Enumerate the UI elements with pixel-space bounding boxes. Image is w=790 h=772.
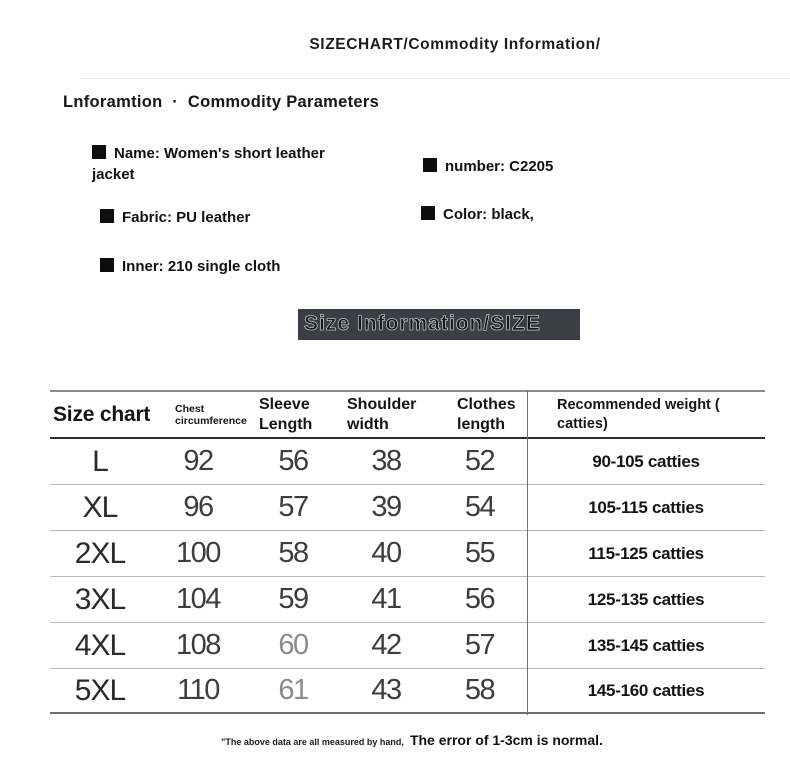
table-row-XL [50, 485, 765, 531]
clothes-cell: 56 [464, 583, 495, 615]
clothes-cell: 55 [464, 537, 495, 569]
param-label: Fabric: PU leather [122, 209, 251, 226]
weight-cell: 135-145 catties [587, 635, 705, 655]
param-item-name [92, 143, 362, 185]
sleeve-cell: 57 [278, 491, 308, 523]
sleeve-cell: 58 [278, 537, 308, 569]
param-item-color [421, 204, 534, 225]
shoulder-cell: 42 [371, 629, 401, 661]
chest-cell: 108 [176, 629, 220, 661]
sleeve-cell: 59 [278, 583, 308, 615]
bullet-square-icon [100, 258, 114, 272]
chest-cell: 104 [176, 583, 220, 615]
table-header-row [50, 392, 765, 437]
clothes-cell: 54 [464, 491, 495, 523]
size-cell: 3XL [74, 582, 126, 616]
size-cell: 5XL [74, 673, 126, 707]
param-item-fabric [100, 207, 250, 228]
chest-cell: 100 [176, 537, 220, 569]
sleeve-cell: 61 [278, 674, 308, 706]
footnote-small-text: "The above data are all measured by hand, [221, 737, 404, 747]
table-row-2XL [50, 531, 765, 577]
shoulder-cell: 43 [371, 674, 401, 706]
weight-cell: 115-125 catties [588, 543, 704, 563]
shoulder-cell: 39 [371, 491, 401, 523]
section-heading: Lnforamtion · Commodity Parameters [63, 93, 380, 111]
clothes-cell: 52 [464, 445, 495, 477]
size-table [50, 390, 765, 715]
shoulder-cell: 41 [371, 583, 401, 615]
sleeve-cell: 56 [278, 445, 308, 477]
header-shoulder-width: Shoulder width [347, 396, 417, 433]
table-row-L [50, 439, 765, 485]
size-cell: XL [82, 490, 118, 524]
footnote [0, 732, 790, 750]
size-banner-label: Size Information/SIZE [304, 312, 541, 335]
header-sleeve-length: Sleeve Length [259, 396, 313, 433]
param-label: Inner: 210 single cloth [122, 258, 281, 275]
footnote-large-text: The error of 1-3cm is normal. [409, 732, 603, 748]
divider-line [80, 78, 790, 79]
size-section-banner [298, 309, 580, 340]
param-label: Name: Women's short leather jacket [92, 145, 325, 183]
bullet-square-icon [92, 145, 106, 159]
table-row-5XL [50, 669, 765, 714]
clothes-cell: 58 [464, 674, 495, 706]
param-label: number: C2205 [445, 158, 554, 175]
chest-cell: 96 [183, 491, 213, 523]
sleeve-cell: 60 [278, 629, 308, 661]
size-cell: L [92, 444, 108, 478]
header-chest-circumference: Chest circumference [175, 403, 247, 427]
weight-cell: 125-135 catties [587, 589, 705, 609]
param-item-inner [100, 256, 280, 277]
table-row-4XL [50, 623, 765, 669]
shoulder-cell: 38 [371, 445, 401, 477]
chest-cell: 92 [183, 445, 213, 477]
bullet-square-icon [100, 209, 114, 223]
weight-cell: 90-105 catties [592, 451, 700, 471]
shoulder-cell: 40 [371, 537, 401, 569]
page-title: SIZECHART/Commodity Information/ [309, 36, 601, 53]
table-vertical-divider [527, 390, 528, 715]
size-cell: 4XL [74, 628, 126, 662]
header-size-chart: Size chart [53, 402, 151, 426]
header-recommended-weight: Recommended weight ( catties) [557, 397, 720, 432]
header-clothes-length: Clothes length [457, 396, 516, 433]
table-row-3XL [50, 577, 765, 623]
table-body [50, 439, 765, 714]
weight-cell: 105-115 catties [588, 497, 704, 517]
param-label: Color: black, [443, 206, 534, 223]
bullet-square-icon [421, 206, 435, 220]
chest-cell: 110 [177, 674, 219, 706]
weight-cell: 145-160 catties [587, 680, 705, 700]
size-cell: 2XL [74, 536, 126, 570]
clothes-cell: 57 [464, 629, 495, 661]
param-item-number [423, 156, 553, 177]
bullet-square-icon [423, 158, 437, 172]
